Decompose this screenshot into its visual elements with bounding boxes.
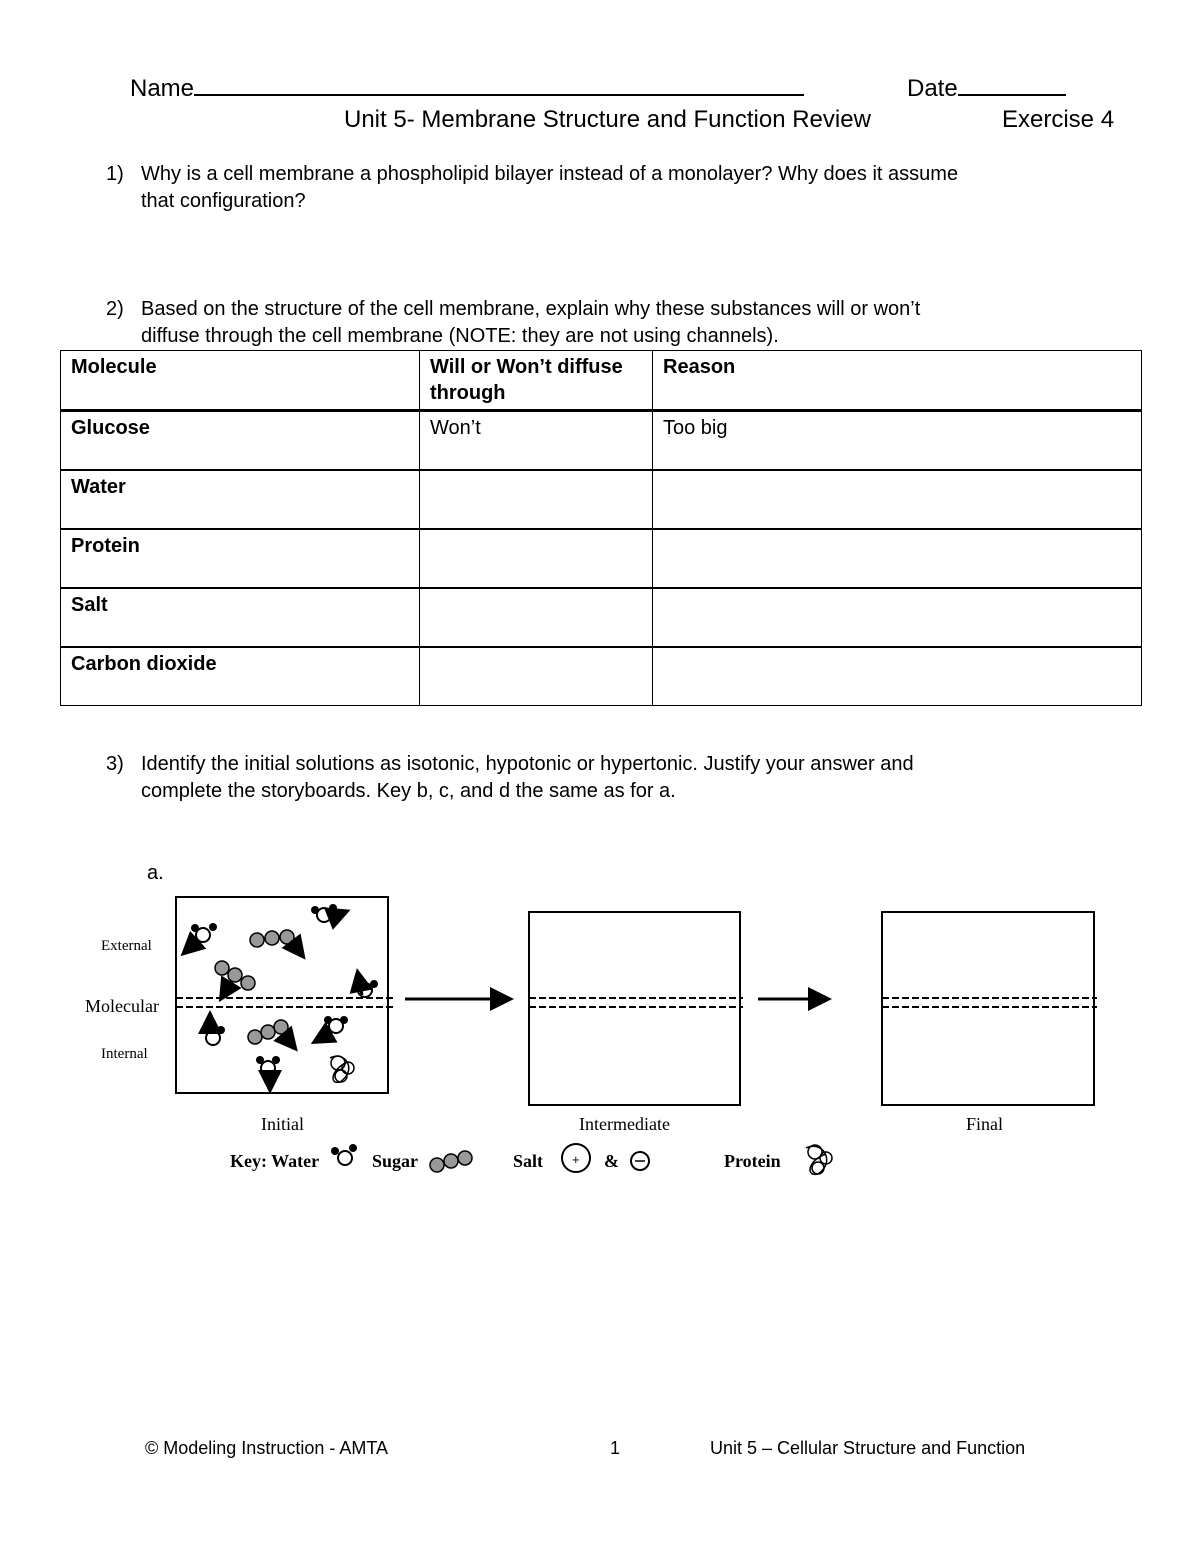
part-a-label: a.: [147, 862, 164, 884]
molecular-label: Molecular: [85, 996, 159, 1016]
question-text: [141, 161, 958, 215]
question-line: complete the storyboards. Key b, c, and d the same as for a.: [141, 780, 676, 802]
molecule-cell: Water: [61, 470, 420, 529]
diffuse-cell[interactable]: [420, 529, 653, 588]
diffuse-cell[interactable]: Won’t: [420, 411, 653, 471]
key-amp: &: [604, 1151, 619, 1171]
diffuse-cell[interactable]: [420, 588, 653, 647]
initial-label: Initial: [261, 1114, 304, 1134]
key-sugar-icon: [430, 1151, 472, 1172]
protein-molecule-icon: [330, 1056, 354, 1082]
external-label: External: [101, 938, 152, 954]
water-molecule-icon: [316, 1016, 348, 1041]
table-header-row: [61, 351, 1142, 411]
diffuse-cell[interactable]: [420, 647, 653, 706]
name-blank[interactable]: [194, 72, 804, 96]
key-salt-negative-icon: [631, 1152, 649, 1170]
question-line: diffuse through the cell membrane (NOTE: they are not using channels).: [141, 325, 779, 347]
storyboard-diagram: [0, 880, 1200, 1190]
footer-page-number: 1: [610, 1438, 621, 1458]
water-molecule-icon: [354, 974, 378, 997]
header-diffuse: Will or Won’t diffuse through: [420, 351, 653, 411]
water-molecule-icon: [311, 904, 345, 922]
sugar-molecule-icon: [250, 930, 302, 955]
question-number: 2): [106, 298, 124, 320]
key-salt-label: Salt: [513, 1151, 544, 1171]
key-water-icon: [331, 1144, 357, 1165]
name-label: Name: [130, 75, 195, 102]
question-line: Based on the structure of the cell membrane, explain why these substances will or won’t: [141, 298, 921, 320]
question-number: 3): [106, 753, 124, 775]
final-label: Final: [966, 1114, 1004, 1134]
water-molecule-icon: [185, 923, 217, 952]
question-number: 1): [106, 163, 124, 185]
molecule-cell: Glucose: [61, 411, 420, 471]
date-label: Date: [907, 75, 958, 102]
question-text: [141, 751, 914, 805]
footer-left: © Modeling Instruction - AMTA: [145, 1438, 389, 1458]
table-row: [61, 470, 1142, 529]
intermediate-label: Intermediate: [579, 1114, 670, 1134]
table-row: [61, 647, 1142, 706]
sugar-molecule-icon: [215, 961, 255, 997]
reason-cell[interactable]: [653, 470, 1142, 529]
header-molecule: Molecule: [61, 351, 420, 411]
question-line: Identify the initial solutions as isotonic, hypotonic or hypertonic. Justify your answer and: [141, 753, 914, 775]
key-salt-positive-icon: [562, 1144, 590, 1172]
molecule-cell: Salt: [61, 588, 420, 647]
diffusion-table: [60, 350, 1142, 706]
reason-cell[interactable]: [653, 529, 1142, 588]
exercise-label: Exercise 4: [1002, 106, 1115, 133]
reason-cell[interactable]: Too big: [653, 411, 1142, 471]
internal-label: Internal: [101, 1046, 148, 1062]
key-sugar-label: Sugar: [372, 1151, 419, 1171]
reason-cell[interactable]: [653, 647, 1142, 706]
water-molecule-icon: [256, 1056, 280, 1088]
question-2: [106, 296, 1166, 356]
salt-plus-sign: +: [572, 1152, 580, 1167]
water-molecule-icon: [201, 1016, 225, 1045]
question-line: Why is a cell membrane a phospholipid bilayer instead of a monolayer? Why does it assume: [141, 163, 959, 185]
question-line: that configuration?: [141, 190, 306, 212]
key-protein-icon: [806, 1145, 832, 1174]
header-reason: Reason: [653, 351, 1142, 411]
table-row: [61, 411, 1142, 471]
page-title: Unit 5- Membrane Structure and Function Review: [344, 106, 871, 133]
question-text: [141, 296, 920, 350]
sugar-molecule-icon: [248, 1020, 294, 1047]
key-protein-label: Protein: [724, 1151, 781, 1171]
name-field: [130, 72, 804, 103]
molecule-cell: Protein: [61, 529, 420, 588]
table-row: [61, 529, 1142, 588]
table-row: [61, 588, 1142, 647]
final-box[interactable]: [882, 912, 1097, 1105]
footer-right: Unit 5 – Cellular Structure and Function: [710, 1438, 1026, 1458]
intermediate-box[interactable]: [529, 912, 743, 1105]
date-field: [907, 72, 1066, 103]
question-1: [106, 161, 1166, 221]
molecule-cell: Carbon dioxide: [61, 647, 420, 706]
date-blank[interactable]: [958, 72, 1066, 96]
key-water-label: Key: Water: [230, 1151, 320, 1171]
reason-cell[interactable]: [653, 588, 1142, 647]
question-3: [106, 751, 1166, 811]
diffuse-cell[interactable]: [420, 470, 653, 529]
